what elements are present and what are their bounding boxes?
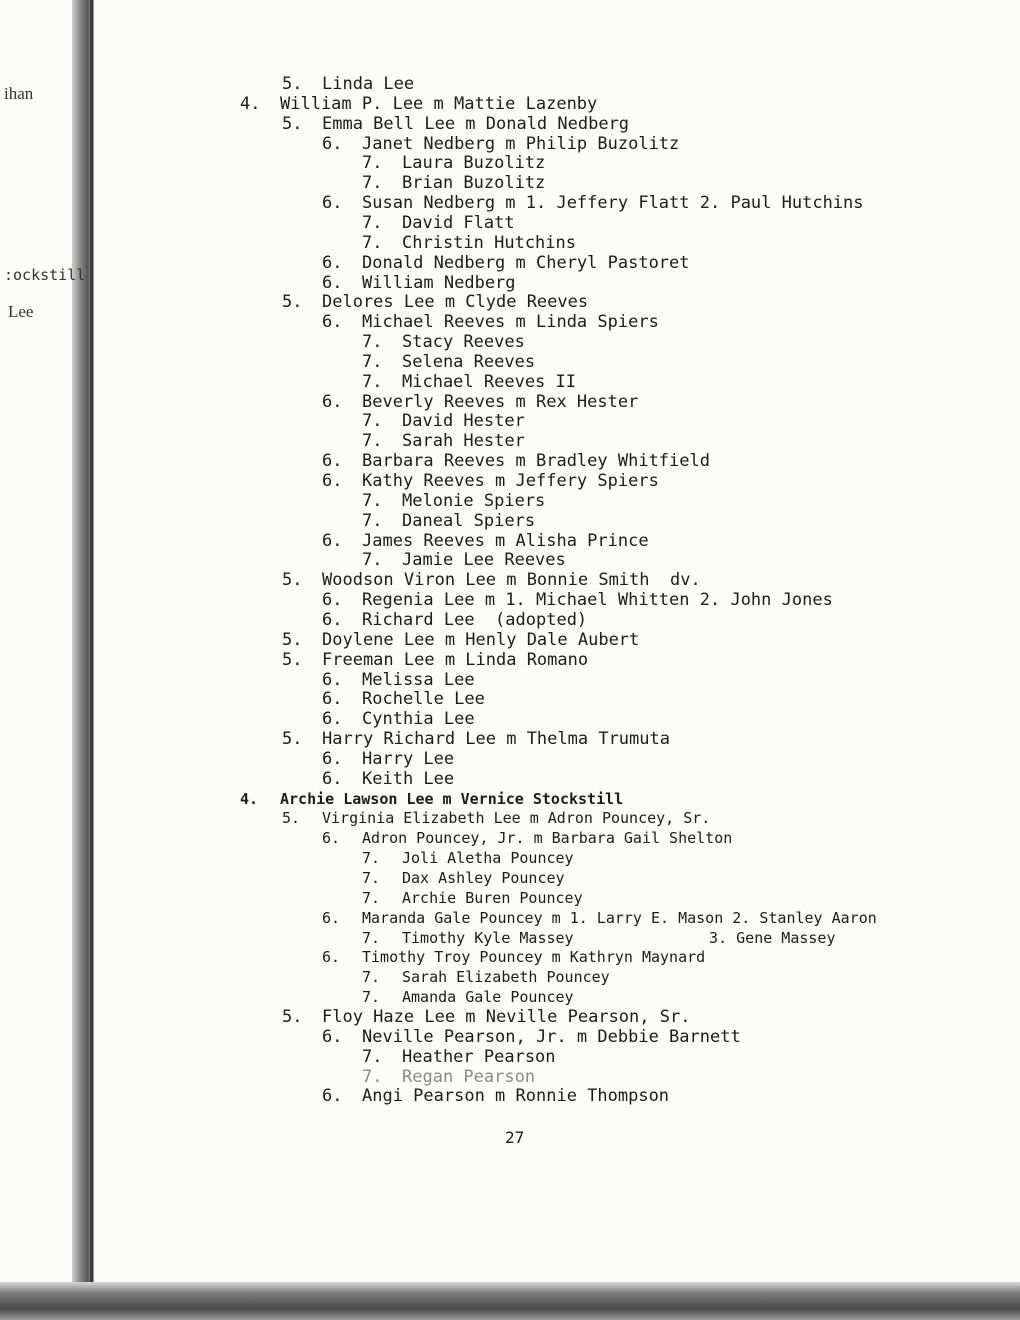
genealogy-entry: [362, 332, 525, 352]
genealogy-entry: [322, 689, 485, 709]
entry-text: Emma Bell Lee m Donald Nedberg: [322, 113, 630, 134]
genealogy-entry: [322, 947, 705, 967]
entry-generation-number: 7.: [362, 1066, 383, 1087]
genealogy-entry: [282, 630, 639, 650]
genealogy-entry: [322, 749, 454, 769]
genealogy-entry: [282, 729, 670, 749]
entry-generation-number: 7.: [362, 212, 383, 233]
entry-generation-number: 6.: [322, 1026, 343, 1047]
genealogy-entry: [362, 213, 515, 233]
entry-generation-number: 6.: [322, 391, 343, 412]
entry-generation-number: 5.: [282, 809, 301, 828]
entry-text: Adron Pouncey, Jr. m Barbara Gail Shelton: [362, 829, 733, 848]
genealogy-entry: [322, 253, 690, 273]
entry-generation-number: 6.: [322, 748, 343, 769]
entry-text: Virginia Elizabeth Lee m Adron Pouncey, Sr.: [322, 809, 711, 828]
genealogy-entry: [322, 670, 475, 690]
entry-text: Harry Lee: [362, 748, 455, 769]
entry-text: Stacy Reeves: [402, 332, 525, 353]
entry-generation-number: 7.: [362, 411, 383, 432]
entry-generation-number: 6.: [322, 451, 343, 472]
entry-text: Keith Lee: [362, 768, 455, 789]
genealogy-entry: [322, 451, 710, 471]
entry-text: Floy Haze Lee m Neville Pearson, Sr.: [322, 1006, 691, 1027]
entry-generation-number: 5.: [282, 292, 303, 313]
entry-generation-number: 6.: [322, 609, 343, 630]
entry-generation-number: 7.: [362, 351, 383, 372]
entry-generation-number: 6.: [322, 829, 341, 848]
entry-generation-number: 7.: [362, 1046, 383, 1067]
entry-generation-number: 6.: [322, 530, 343, 551]
entry-generation-number: 6.: [322, 948, 341, 967]
entry-text: Cynthia Lee: [362, 709, 475, 730]
entry-generation-number: 6.: [322, 312, 343, 333]
entry-text: Linda Lee: [322, 74, 415, 94]
entry-text: Rochelle Lee: [362, 689, 485, 710]
genealogy-entry: [322, 610, 587, 630]
margin-note-1: ihan: [4, 84, 34, 103]
entry-generation-number: 6.: [322, 471, 343, 491]
entry-text: William Nedberg: [362, 272, 516, 293]
genealogy-entry: [322, 1027, 741, 1047]
entry-generation-number: 4.: [240, 93, 261, 114]
entry-text: Sarah Hester: [402, 431, 525, 452]
genealogy-entry: [362, 928, 835, 948]
entry-generation-number: 7.: [362, 510, 383, 531]
entry-generation-number: 6.: [322, 193, 343, 214]
entry-text: Archie Buren Pouncey: [402, 888, 583, 907]
genealogy-entry: [362, 987, 574, 1007]
entry-generation-number: 7.: [362, 888, 381, 907]
entry-text: Selena Reeves: [402, 351, 536, 372]
genealogy-entry: [362, 868, 565, 888]
genealogy-entry: [322, 312, 659, 332]
entry-generation-number: 6.: [322, 590, 343, 611]
entry-text: Doylene Lee m Henly Dale Aubert: [322, 629, 640, 650]
entry-generation-number: 7.: [362, 928, 381, 947]
genealogy-entry: [362, 848, 574, 868]
entry-text: Maranda Gale Pouncey m 1. Larry E. Mason 2. Stanley Aaron: [362, 908, 877, 927]
entry-generation-number: 6.: [322, 252, 343, 273]
genealogy-entry: [362, 1067, 535, 1087]
entry-generation-number: 7.: [362, 173, 383, 194]
entry-generation-number: 5.: [282, 113, 303, 134]
entry-generation-number: 7.: [362, 371, 383, 392]
entry-generation-number: 6.: [322, 768, 343, 789]
entry-text: Janet Nedberg m Philip Buzolitz: [362, 133, 680, 154]
genealogy-entry: [362, 1047, 556, 1067]
entry-generation-number: 7.: [362, 232, 383, 253]
binding-edge: [90, 0, 93, 1320]
entry-generation-number: 5.: [282, 570, 303, 591]
genealogy-entry: [282, 650, 588, 670]
genealogy-entry: [282, 74, 414, 94]
entry-text: Regan Pearson: [402, 1066, 536, 1087]
entry-generation-number: 7.: [362, 431, 383, 452]
genealogy-entry: [322, 709, 475, 729]
genealogy-entry: [362, 372, 576, 392]
entry-generation-number: 6.: [322, 689, 343, 710]
entry-text: Timothy Kyle Massey 3. Gene Massey: [402, 928, 836, 947]
genealogy-entry: [362, 233, 576, 253]
entry-text: David Hester: [402, 411, 525, 432]
entry-text: Sarah Elizabeth Pouncey: [402, 968, 610, 987]
genealogy-entry: [322, 134, 679, 154]
entry-text: Jamie Lee Reeves: [402, 550, 566, 571]
genealogy-entry: [362, 511, 535, 531]
margin-note-2: :ockstill: [4, 266, 86, 284]
entry-generation-number: 7.: [362, 550, 383, 571]
genealogy-entry: [322, 828, 732, 848]
genealogy-entry: [362, 411, 525, 431]
margin-note-3: Lee: [8, 302, 34, 321]
genealogy-entry: [282, 292, 588, 312]
genealogy-entry: [322, 193, 864, 213]
genealogy-entry: [322, 392, 638, 412]
genealogy-entry: [322, 769, 454, 789]
genealogy-entry: [362, 153, 545, 173]
entry-text: Archie Lawson Lee m Vernice Stockstill: [280, 789, 624, 808]
genealogy-entry: [362, 967, 610, 987]
entry-generation-number: 5.: [282, 729, 303, 750]
entry-generation-number: 7.: [362, 849, 381, 868]
genealogy-entry: [322, 471, 659, 491]
entry-generation-number: 5.: [282, 649, 303, 670]
entry-generation-number: 6.: [322, 709, 343, 730]
entry-text: Laura Buzolitz: [402, 153, 546, 174]
entry-text: Brian Buzolitz: [402, 173, 546, 194]
entry-text: Harry Richard Lee m Thelma Trumuta: [322, 729, 670, 750]
genealogy-entry: [322, 273, 516, 293]
entry-text: Barbara Reeves m Bradley Whitfield: [362, 451, 710, 472]
entry-text: Susan Nedberg m 1. Jeffery Flatt 2. Paul Hutchins: [362, 193, 864, 214]
entry-generation-number: 7.: [362, 490, 383, 511]
entry-text: Freeman Lee m Linda Romano: [322, 649, 589, 670]
genealogy-entry: [322, 908, 877, 928]
entry-text: James Reeves m Alisha Prince: [362, 530, 649, 551]
entry-text: Christin Hutchins: [402, 232, 576, 253]
genealogy-entry: [362, 431, 525, 451]
genealogy-entry: [362, 550, 566, 570]
bottom-page-edge: [0, 1282, 1020, 1320]
genealogy-entry: [240, 94, 597, 114]
entry-text: Angi Pearson m Ronnie Thompson: [362, 1086, 670, 1107]
genealogy-entry: [322, 1086, 669, 1106]
entry-text: Michael Reeves II: [402, 371, 576, 392]
entry-generation-number: 6.: [322, 133, 343, 154]
entry-generation-number: 5.: [282, 74, 303, 94]
genealogy-entry: [240, 789, 623, 809]
entry-text: David Flatt: [402, 212, 515, 233]
entry-generation-number: 4.: [240, 789, 259, 808]
entry-generation-number: 7.: [362, 968, 381, 987]
entry-text: Kathy Reeves m Jeffery Spiers: [362, 471, 659, 491]
entry-text: Dax Ashley Pouncey: [402, 869, 565, 887]
entry-generation-number: 6.: [322, 669, 343, 690]
genealogy-entry: [282, 570, 701, 590]
genealogy-entry: [362, 491, 545, 511]
entry-text: Joli Aletha Pouncey: [402, 849, 574, 868]
genealogy-entry: [362, 888, 583, 908]
entry-generation-number: 7.: [362, 332, 383, 353]
entry-text: Michael Reeves m Linda Spiers: [362, 312, 659, 333]
entry-text: Melonie Spiers: [402, 490, 546, 511]
genealogy-entry: [282, 808, 710, 828]
entry-generation-number: 6.: [322, 908, 341, 927]
genealogy-entry: [362, 352, 535, 372]
genealogy-entry: [282, 114, 629, 134]
entry-text: Beverly Reeves m Rex Hester: [362, 391, 639, 412]
entry-generation-number: 7.: [362, 869, 381, 887]
genealogy-entry: [322, 531, 649, 551]
entry-generation-number: 5.: [282, 629, 303, 650]
entry-generation-number: 6.: [322, 272, 343, 293]
entry-text: Richard Lee (adopted): [362, 609, 588, 630]
entry-text: William P. Lee m Mattie Lazenby: [280, 93, 598, 114]
entry-text: Daneal Spiers: [402, 510, 536, 531]
genealogy-entry: [282, 1007, 690, 1027]
entry-text: Timothy Troy Pouncey m Kathryn Maynard: [362, 948, 706, 967]
entry-generation-number: 5.: [282, 1006, 303, 1027]
genealogy-entry: [322, 590, 833, 610]
entry-text: Neville Pearson, Jr. m Debbie Barnett: [362, 1026, 741, 1047]
entry-text: Woodson Viron Lee m Bonnie Smith dv.: [322, 570, 701, 591]
entry-text: Heather Pearson: [402, 1046, 556, 1067]
entry-generation-number: 6.: [322, 1086, 343, 1107]
entry-generation-number: 7.: [362, 153, 383, 174]
entry-text: Melissa Lee: [362, 669, 475, 690]
entry-text: Amanda Gale Pouncey: [402, 988, 574, 1007]
entry-text: Delores Lee m Clyde Reeves: [322, 292, 589, 313]
entry-text: Donald Nedberg m Cheryl Pastoret: [362, 252, 690, 273]
genealogy-entry: [362, 173, 545, 193]
entry-generation-number: 7.: [362, 988, 381, 1007]
entry-text: Regenia Lee m 1. Michael Whitten 2. John Jones: [362, 590, 833, 611]
page-number: 27: [505, 1128, 525, 1147]
